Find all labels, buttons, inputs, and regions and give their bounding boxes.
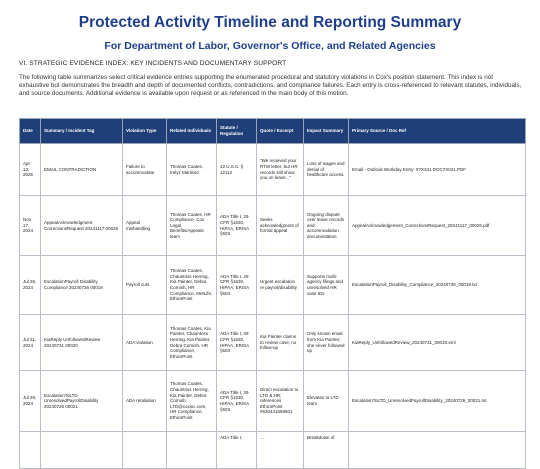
section-heading: VI. STRATEGIC EVIDENCE INDEX: KEY INCIDENTS AND DOCUMENTARY SUPPORT [19,60,287,67]
table-header-row [20,119,526,144]
header-impact: Impact Summary [304,119,349,144]
document-title: Protected Activity Timeline and Reporting Summary [78,14,462,31]
cell-summary: AppealAcknowledgment CorrectionsRequest 20241117 00026 [41,196,123,256]
header-quote: Quote / Excerpt [257,119,304,144]
cell-violation-type: ADA retaliation [123,371,167,432]
header-statute: Statute / Regulation [217,119,257,144]
header-violation-type: Violation Type [123,119,167,144]
intro-paragraph: The following table summarizes select critical evidence entries supporting the enumerated procedural and statutory violations in Cox's position statement. This index is not exhaustive but demonstrates the breadth and depth of documented conflicts, contradictions, and compliance failures. Each entry is cross-referenced to relevant statutes, individuals, and source documents. Additional evidence is available upon request or as referenced in the main body of this motion. [19,74,522,98]
cell-related-individuals: Thomas Coates, Irelyz Martinez [167,144,217,196]
cell-summary [41,432,123,469]
cell-summary: EscalationPayroll Disability Compliance 20240726 00019 [41,256,123,315]
cell-quote: "We received your RTW letter, but HR records still show you on leave..." [257,144,304,196]
cell-impact: Supports multi-agency filings and unresolved HR case IDs [304,256,349,315]
cell-quote: Urgent escalation re payroll/disability [257,256,304,315]
header-source: Primary Source / Doc Ref [349,119,526,144]
cell-date: Jul 26, 2024 [20,256,41,315]
table-row [20,256,526,315]
cell-related-individuals: Thomas Coates, Chauntriss Herring, Kia Painter, Debra Cornish, LTD@coxinc.com, HR Compliance, EthicsPoint [167,371,217,432]
cell-source: KiaReply_UnfollowedReview_20240731_00020.eml [349,315,526,371]
cell-date: Jul 26, 2024 [20,371,41,432]
cell-violation-type: ADA violation [123,315,167,371]
cell-statute: ADA Title I, [217,432,257,469]
cell-date: Jul 31, 2024 [20,315,41,371]
cell-source: AppealAcknowledgement_CorrectionsRequest_20241117_00026.pdf [349,196,526,256]
cell-impact: Only known email from Kia Painter; she never followed up [304,315,349,371]
cell-source: EscalationToLTD_UnresolvedPayrollDisability_20240726_00021.txt [349,371,526,432]
cell-statute: ADA Title I, 29 CFR §1630, HIPAA, ERISA §503 [217,371,257,432]
cell-related-individuals: Thomas Coates, Chauntriss Herring, Kia Painter, Debra Cornish, HR Compliance, MetLife, EthicsPoint [167,256,217,315]
table-row [20,196,526,256]
cell-date: Apr 13, 2025 [20,144,41,196]
cell-date: Nov 17, 2024 [20,196,41,256]
cell-related-individuals [167,432,217,469]
cell-source: EscalationPayroll_Disability_Compliance_20240726_00019.txt [349,256,526,315]
cell-statute: ADA Title I, 29 CFR §1630, HIPAA, ERISA §503 [217,256,257,315]
cell-date [20,432,41,469]
cell-impact: Breakdown of [304,432,349,469]
table-row [20,432,526,469]
cell-statute: ADA Title I, 29 CFR §1630, HIPAA, ERISA §503 [217,196,257,256]
table-row [20,371,526,432]
document-subtitle: For Department of Labor, Governor's Office, and Related Agencies [104,40,436,52]
table-row [20,315,526,371]
cell-impact: Loss of wages and denial of healthcare access. [304,144,349,196]
table-row [20,144,526,196]
cell-related-individuals: Thomas Coates, Kia Painter, Chauntriss Herring, Kia Painter, Debra Cornish, HR Compliance, EthicsPoint [167,315,217,371]
cell-quote: ... [257,432,304,469]
cell-summary: KiaReply UnfollowedReview 20240731 00020 [41,315,123,371]
header-summary: Summary / Incident Tag [41,119,123,144]
header-related-individuals: Related Individuals [167,119,217,144]
cell-impact: Ongoing dispute over leave records and accommodation documentation [304,196,349,256]
cell-related-individuals: Thomas Coates, HR Compliance, Cox Legal, Benefits/Appeals team [167,196,217,256]
cell-source [349,432,526,469]
cell-source: Email - Outlook Workday Entry: #7X341 DOC7X041.PDF [349,144,526,196]
cell-violation-type: Appeal mishandling [123,196,167,256]
cell-impact: Elevates to LTD team [304,371,349,432]
cell-summary: EMAIL CONTRADICTION [41,144,123,196]
cell-statute: 42 U.S.C. § 12112 [217,144,257,196]
cell-summary: EscalationToLTD UnresolvedPayrollDisability 20240726 00021 [41,371,123,432]
cell-quote: Seeks acknowledgment of formal appeal [257,196,304,256]
cell-violation-type: Failure to accommodate [123,144,167,196]
header-date: Date [20,119,41,144]
cell-violation-type: Payroll cuts [123,256,167,315]
cell-quote: Direct escalation to LTD & HR; references EthicsPoint #630441559501 [257,371,304,432]
cell-statute: ADA Title I, 29 CFR §1630, HIPAA, ERISA §503 [217,315,257,371]
cell-violation-type [123,432,167,469]
cell-quote: Kia Painter claims to review case; no follow-up [257,315,304,371]
evidence-table [19,118,526,469]
